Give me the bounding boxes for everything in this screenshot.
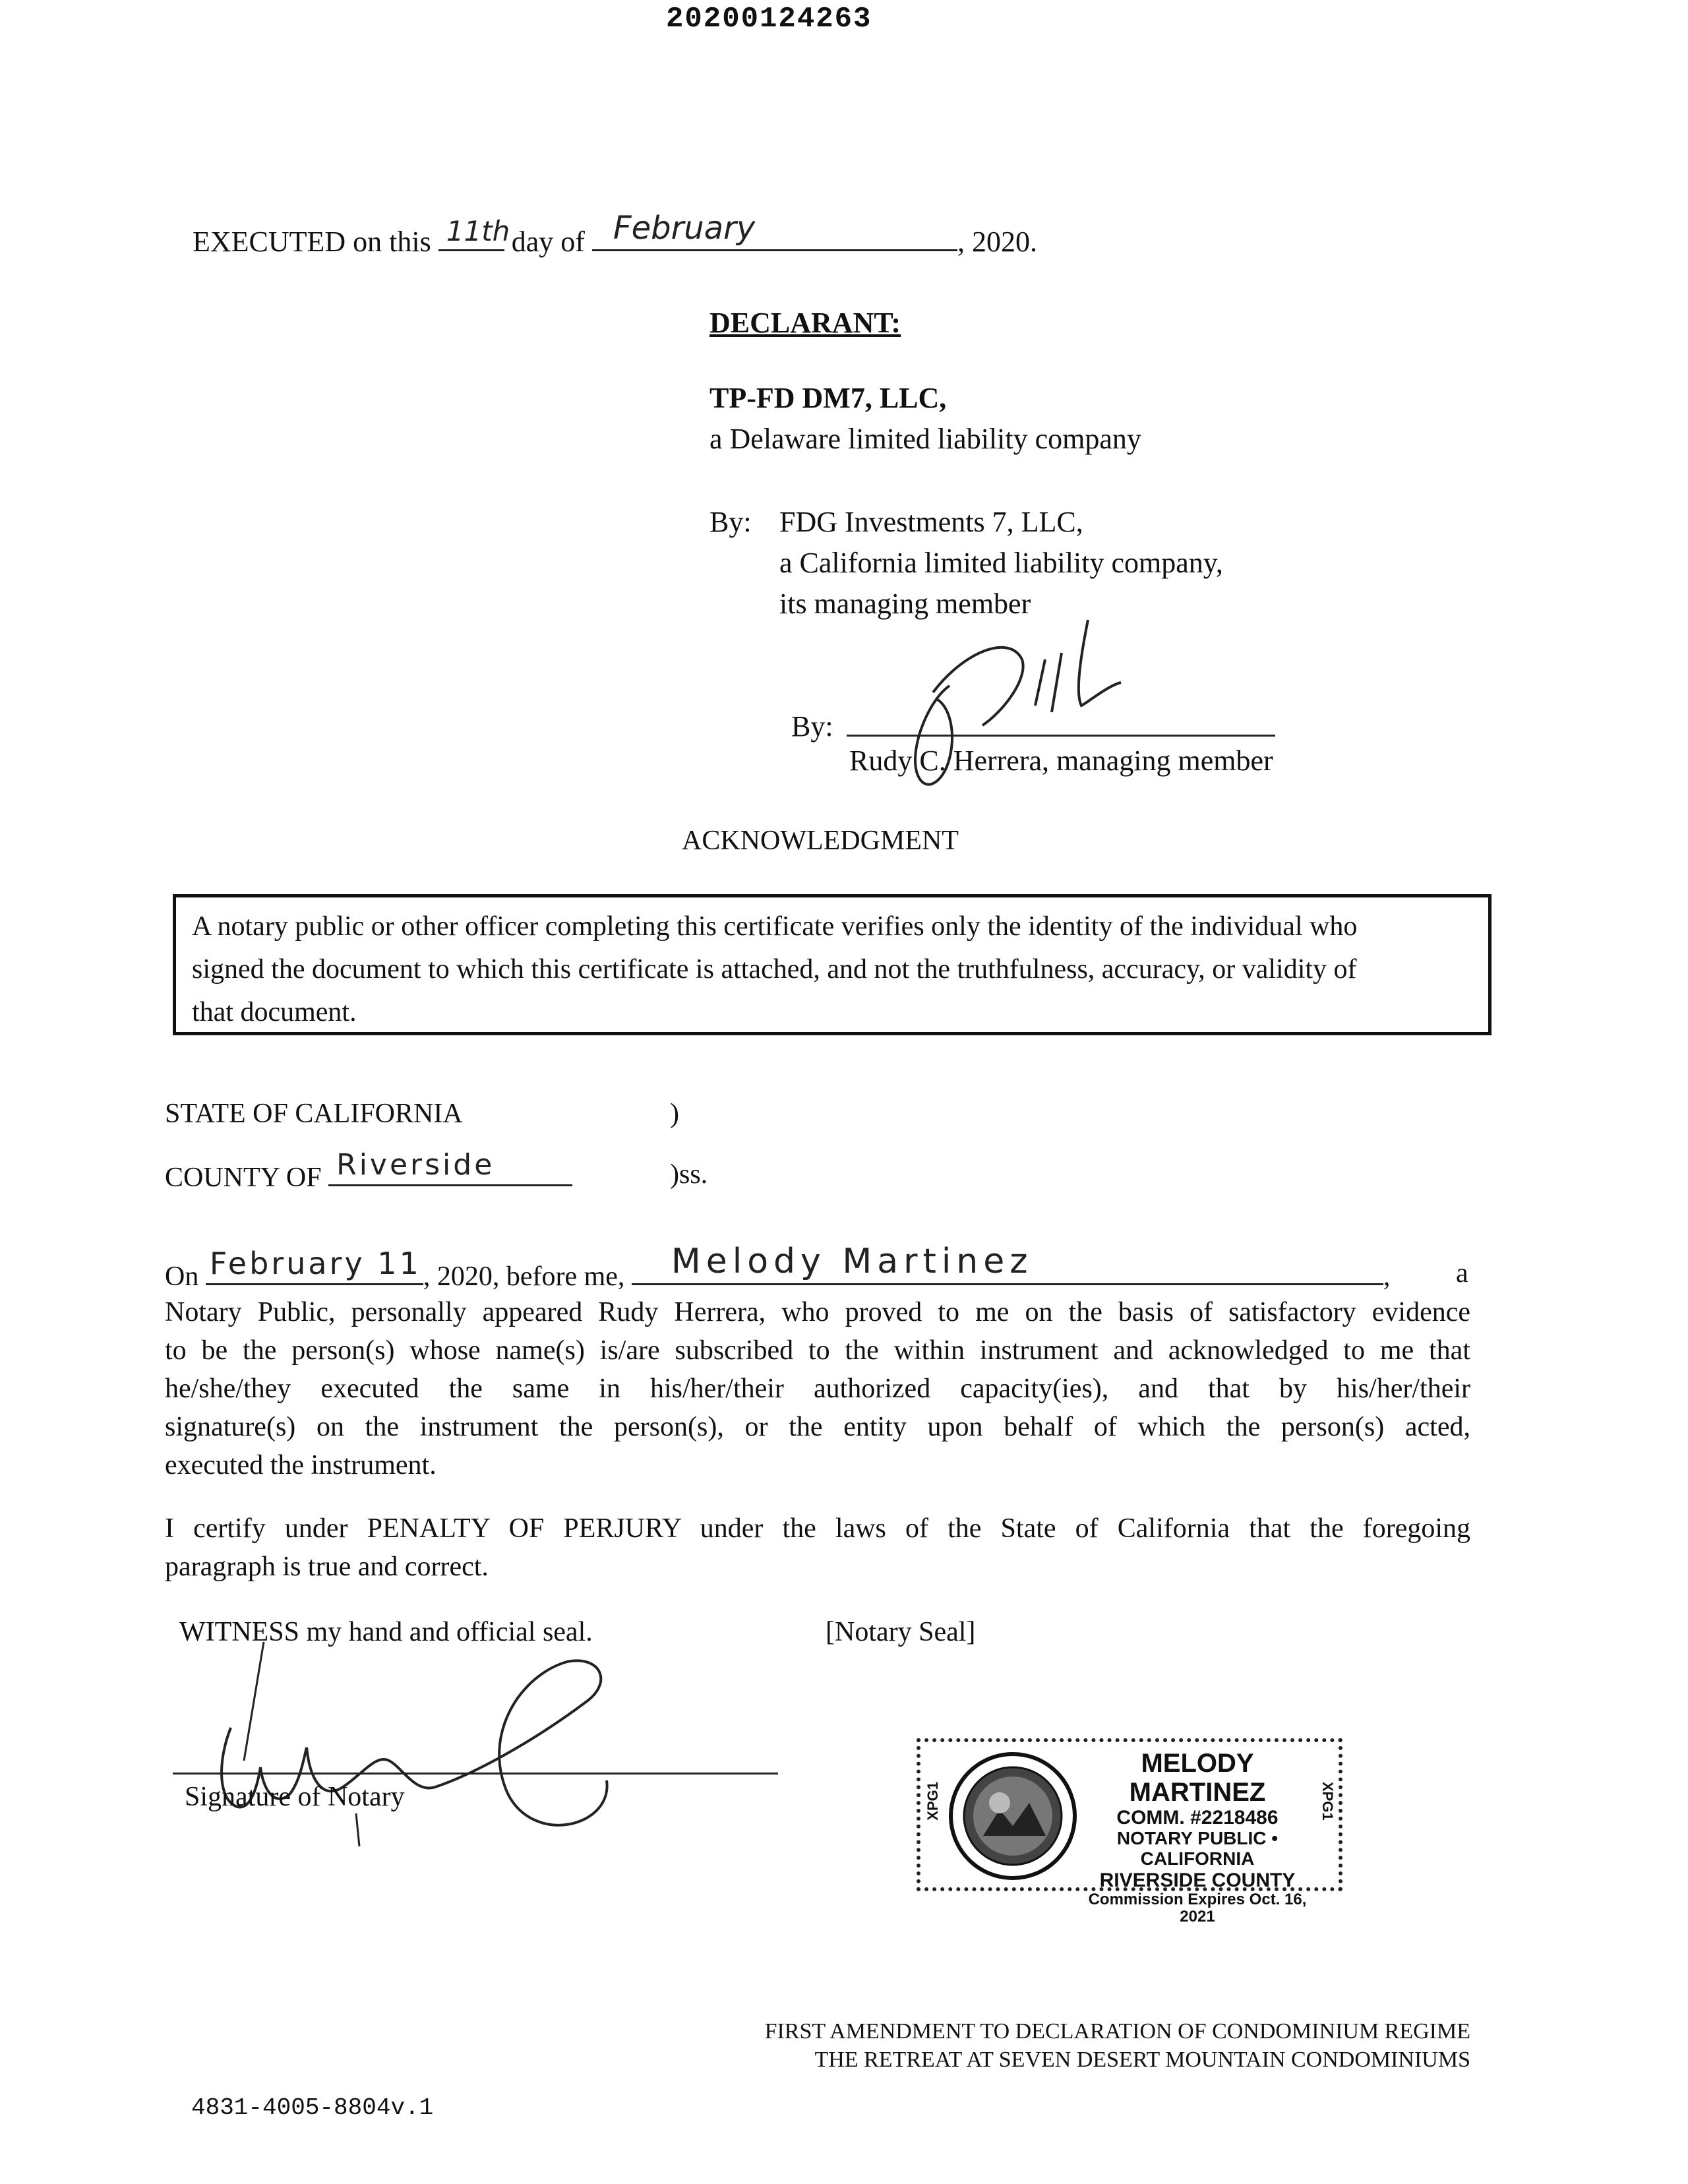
document-number: 20200124263 (666, 3, 872, 36)
executed-day-blank (438, 214, 510, 251)
seal-side-code-right: XPG1 (1319, 1782, 1336, 1821)
witness-text: WITNESS my hand and official seal. (179, 1617, 593, 1647)
member-role: its managing member (779, 588, 1031, 620)
county-value: Riverside (336, 1148, 495, 1182)
ack-line-5: executed the instrument. (165, 1449, 437, 1480)
ack-line-4: signature(s) on the instrument the person(s), or the entity upon behalf of which the person(s) acted, (165, 1411, 1470, 1442)
on-label: On (165, 1261, 199, 1292)
seal-side-code-left: XPG1 (924, 1782, 941, 1821)
ack-line-3: he/she/they executed the same in his/her/their authorized capacity(ies), and that by his/her/their (165, 1373, 1470, 1404)
perjury-line-2: paragraph is true and correct. (165, 1551, 489, 1582)
declarant-description: a Delaware limited liability company (709, 423, 1141, 455)
by-label: By: (709, 506, 752, 538)
notary-name-value: Melody Martinez (671, 1241, 1033, 1281)
perjury-line-1: I certify under PENALTY OF PERJURY under the laws of the State of California that the foregoing (165, 1513, 1470, 1544)
notary-seal-label: [Notary Seal] (826, 1617, 976, 1647)
acknowledgment-paragraph (165, 1294, 1470, 1485)
executed-day-value: 11th (446, 214, 510, 247)
before-me-text: , 2020, before me, (423, 1261, 625, 1292)
ack-line-2: to be the person(s) whose name(s) is/are subscribed to the within instrument and acknowledged to me that (165, 1335, 1470, 1366)
california-seal-icon (947, 1750, 1079, 1882)
seal-notary-name: MELODY MARTINEZ (1129, 1749, 1266, 1807)
state-label: STATE OF CALIFORNIA (165, 1099, 463, 1129)
notice-line-1: A notary public or other officer completing this certificate verifies only the identity of the individual who (192, 911, 1358, 942)
executed-day-of: day of (511, 226, 585, 258)
notary-signature-line (173, 1773, 778, 1774)
declarant-heading: DECLARANT: (709, 307, 901, 339)
perjury-paragraph (165, 1510, 1470, 1587)
member-description: a California limited liability company, (779, 547, 1223, 579)
seal-commission-number: COMM. #2218486 (1116, 1807, 1279, 1829)
acknowledgment-heading: ACKNOWLEDGMENT (682, 826, 959, 856)
on-date-line: On February 11 , 2020, before me, Melody Martinez , (165, 1241, 1391, 1292)
document-id: 4831-4005-8804v.1 (191, 2094, 434, 2121)
a-label: a (1456, 1258, 1468, 1289)
signer-name: Rudy C. Herrera, managing member (849, 744, 1273, 777)
executed-month-value: February (613, 210, 756, 247)
signature-of-notary-label: Signature of Notary (185, 1782, 405, 1812)
sign-by-label: By: (791, 710, 833, 743)
on-date-value: February 11 (209, 1245, 421, 1281)
county-label: COUNTY OF (165, 1163, 322, 1193)
footer-title-line-2: THE RETREAT AT SEVEN DESERT MOUNTAIN CONDOMINIUMS (814, 2047, 1470, 2072)
footer-title-line-1: FIRST AMENDMENT TO DECLARATION OF CONDOMINIUM REGIME (764, 2019, 1470, 2044)
state-paren: ) (670, 1099, 679, 1129)
seal-expiration: Commission Expires Oct. 16, 2021 (1088, 1890, 1307, 1926)
notice-line-2: signed the document to which this certificate is attached, and not the truthfulness, accuracy, or validity of (192, 954, 1357, 985)
county-paren: )ss. (670, 1159, 708, 1190)
ack-line-1: Notary Public, personally appeared Rudy Herrera, who proved to me on the basis of satisfactory evidence (165, 1297, 1470, 1327)
county-line (165, 1148, 572, 1194)
on-date-blank (206, 1245, 423, 1285)
notary-signature (191, 1629, 640, 1853)
member-name: FDG Investments 7, LLC, (779, 506, 1083, 538)
notice-line-3: that document. (192, 997, 357, 1028)
notary-notice-box (173, 894, 1492, 1035)
seal-title: NOTARY PUBLIC • CALIFORNIA (1116, 1828, 1279, 1869)
executed-prefix: EXECUTED on this (193, 226, 431, 258)
executed-line (193, 210, 1037, 260)
declarant-name: TP-FD DM7, LLC, (709, 382, 947, 414)
county-blank (328, 1148, 572, 1186)
seal-county: RIVERSIDE COUNTY (1099, 1869, 1296, 1891)
footer-title (738, 2018, 1470, 2074)
notary-seal-stamp (917, 1738, 1342, 1926)
executed-year: , 2020. (957, 226, 1037, 258)
executed-month-blank (592, 210, 957, 251)
seal-text-block (1079, 1749, 1316, 1926)
